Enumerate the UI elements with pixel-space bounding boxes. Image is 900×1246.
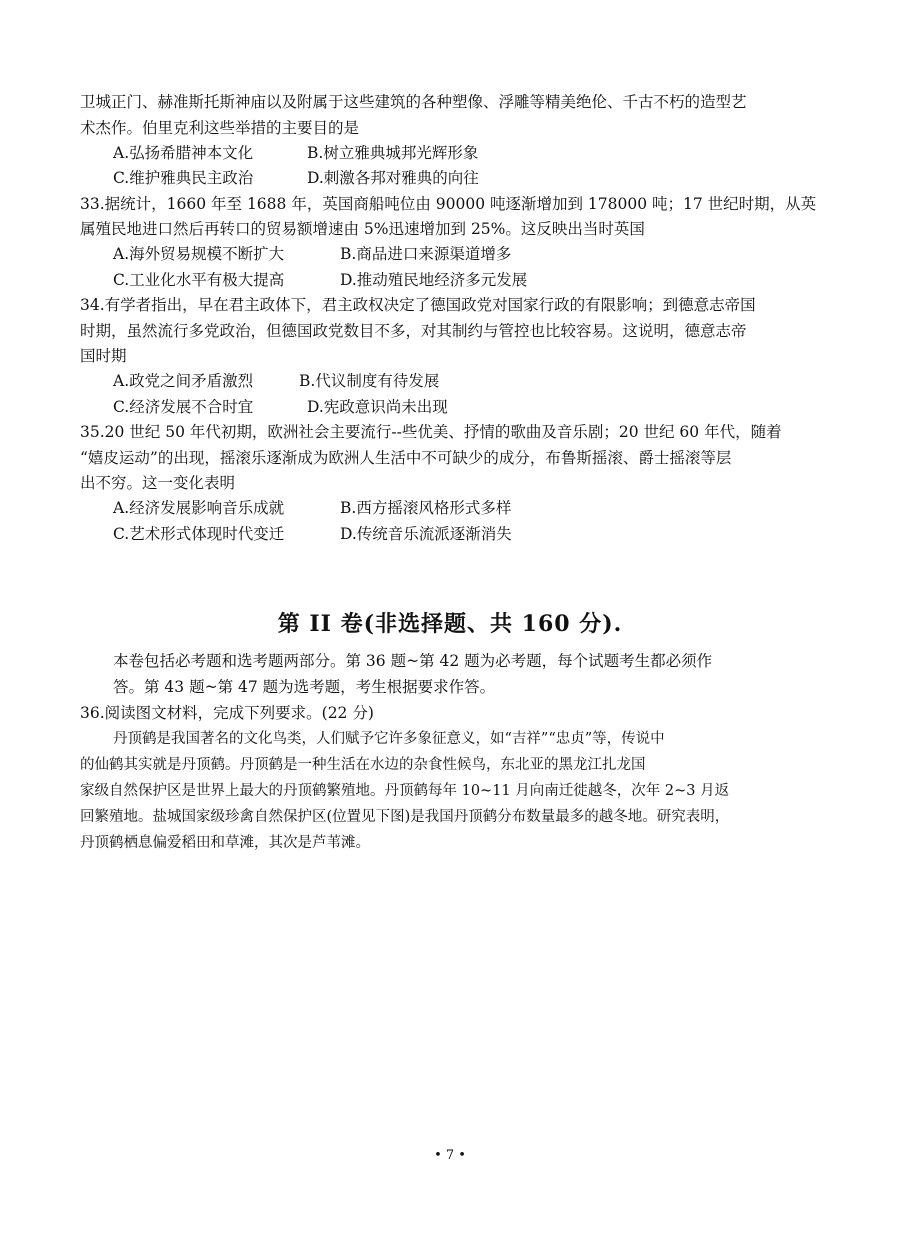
q34-option-b: B.代议制度有待发展 [299,372,440,390]
q36-passage-line-3: 家级自然保护区是世界上最大的丹顶鹤繁殖地。丹顶鹤每年 10~11 月向南迁徙越冬，次年 2~3 月返 [80,783,730,799]
q33-option-a: A.海外贸易规模不断扩大 [113,245,285,263]
q35-line-1: 35.20 世纪 50 年代初期，欧洲社会主要流行--些优美、抒情的歌曲及音乐剧；20 世纪 60 年代，随着 [80,423,782,441]
q35-line-3: 出不穷。这一变化表明 [80,474,236,492]
q32-option-c: C.维护雅典民主政治 [113,169,254,187]
q34-line-2: 时期，虽然流行多党政治，但德国政党数目不多，对其制约与管控也比较容易。这说明，德意志帝 [80,322,747,340]
q33-option-b: B.商品进口来源渠道增多 [340,245,512,263]
q36-title: 36.阅读图文材料，完成下列要求。(22 分) [80,704,374,722]
q32-line-1: 卫城正门、赫准斯托斯神庙以及附属于这些建筑的各种塑像、浮雕等精美绝伦、千古不朽的造型艺 [80,93,747,111]
q36-passage-line-4: 回繁殖地。盐城国家级珍禽自然保护区(位置见下图)是我国丹顶鹤分布数量最多的越冬地。研究表明， [80,809,730,825]
page-number: • 7 • [434,1148,466,1163]
section-heading: 第 II 卷(非选择题、共 160 分). [277,611,623,637]
q36-passage-line-5: 丹顶鹤栖息偏爱稻田和草滩，其次是芦苇滩。 [80,835,370,851]
q35-option-d: D.传统音乐流派逐渐消失 [340,525,512,543]
q35-line-2: “嬉皮运动”的出现，摇滚乐逐渐成为欧洲人生活中不可缺少的成分，布鲁斯摇滚、爵士摇滚等层 [80,449,732,467]
q34-option-a: A.政党之间矛盾激烈 [113,372,254,390]
q33-option-d: D.推动殖民地经济多元发展 [340,271,528,289]
q32-line-2: 术杰作。伯里克利这些举措的主要目的是 [80,119,360,137]
q32-option-b: B.树立雅典城邦光辉形象 [307,144,479,162]
q32-option-d: D.刺激各邦对雅典的向往 [307,169,479,187]
q36-passage-line-2: 的仙鹤其实就是丹顶鹤。丹顶鹤是一种生活在水边的杂食性候鸟，东北亚的黑龙江扎龙国 [80,757,646,773]
q36-passage-line-1: 丹顶鹤是我国著名的文化鸟类，人们赋予它许多象征意义，如“吉祥”“忠贞”等，传说中 [113,731,665,747]
q33-line-1: 33.据统计，1660 年至 1688 年，英国商船吨位由 90000 吨逐渐增加到 178000 吨；17 世纪时期，从英 [80,195,817,213]
q34-option-c: C.经济发展不合时宜 [113,398,254,416]
q35-option-a: A.经济发展影响音乐成就 [113,499,285,517]
section-intro-line-2: 答。第 43 题~第 47 题为选考题，考生根据要求作答。 [113,678,496,696]
q34-line-1: 34.有学者指出，早在君主政体下，君主政权决定了德国政党对国家行政的有限影响；到德意志帝国 [80,296,756,314]
q33-line-2: 属殖民地进口然后再转口的贸易额增速由 5%迅速增加到 25%。这反映出当时英国 [80,220,645,238]
q32-option-a: A.弘扬希腊神本文化 [113,144,254,162]
q35-option-b: B.西方摇滚风格形式多样 [340,499,512,517]
q34-option-d: D.宪政意识尚未出现 [307,398,448,416]
q33-option-c: C.工业化水平有极大提高 [113,271,285,289]
q34-line-3: 国时期 [80,347,127,365]
q35-option-c: C.艺术形式体现时代变迁 [113,525,285,543]
section-intro-line-1: 本卷包括必考题和选考题两部分。第 36 题~第 42 题为必考题，每个试题考生都必须作 [113,652,713,670]
